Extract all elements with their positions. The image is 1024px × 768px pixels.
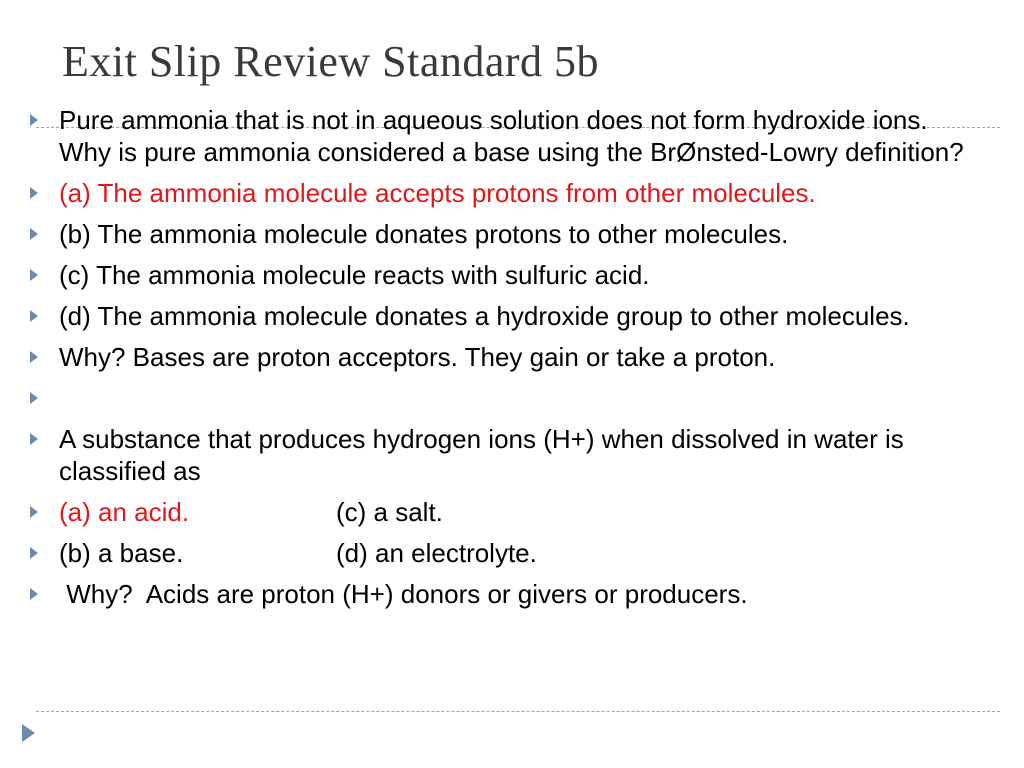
bullet-text: Why? Bases are proton acceptors. They gain or take a proton. [59,342,776,372]
bullet-triangle-icon [30,392,38,404]
question-1-option-a [26,177,976,209]
bullet-text: (c) The ammonia molecule reacts with sulfuric acid. [59,260,650,290]
question-2-options-a-c [26,496,976,528]
question-2-option-d: (d) an electrolyte. [336,538,537,568]
question-2-option-b: (b) a base. [59,538,184,568]
bullet-triangle-icon [30,187,38,199]
bullet-text: Why? Acids are proton (H+) donors or givers or producers. [59,579,748,609]
question-2-option-c: (c) a salt. [336,497,443,527]
slide-title: Exit Slip Review Standard 5b [62,37,600,86]
bullet-text: A substance that produces hydrogen ions (H+) when dissolved in water is classified as [59,424,904,486]
bullet-triangle-icon [30,433,38,445]
question-2-options-b-d [26,537,976,569]
bullet-text: (b) The ammonia molecule donates protons to other molecules. [59,219,789,249]
bullet-triangle-icon [30,269,38,281]
bullet-triangle-icon [30,588,38,600]
bullet-text: (d) The ammonia molecule donates a hydroxide group to other molecules. [59,301,910,331]
bottom-divider [36,711,1000,712]
bullet-triangle-icon [30,351,38,363]
question-1-explanation [26,341,976,373]
question-1-option-b [26,218,976,250]
question-2-prompt [26,423,976,487]
triangle-right-icon [22,724,35,742]
question-1-option-d [26,300,976,332]
bullet-triangle-icon [30,228,38,240]
bullet-triangle-icon [30,506,38,518]
bullet-triangle-icon [30,114,38,126]
bullet-list [26,104,976,619]
question-2-explanation [26,578,976,610]
question-2-option-a: (a) an acid. [59,497,190,527]
bullet-triangle-icon [30,547,38,559]
bullet-text: (a) The ammonia molecule accepts protons from other molecules. [59,178,816,208]
bullet-text: Pure ammonia that is not in aqueous solution does not form hydroxide ions. Why is pure ammonia considered a base using the BrØnsted-Lowry definition? [59,105,964,167]
question-1-option-c [26,259,976,291]
empty-bullet [26,382,976,414]
question-1-prompt [26,104,976,168]
bullet-triangle-icon [30,310,38,322]
